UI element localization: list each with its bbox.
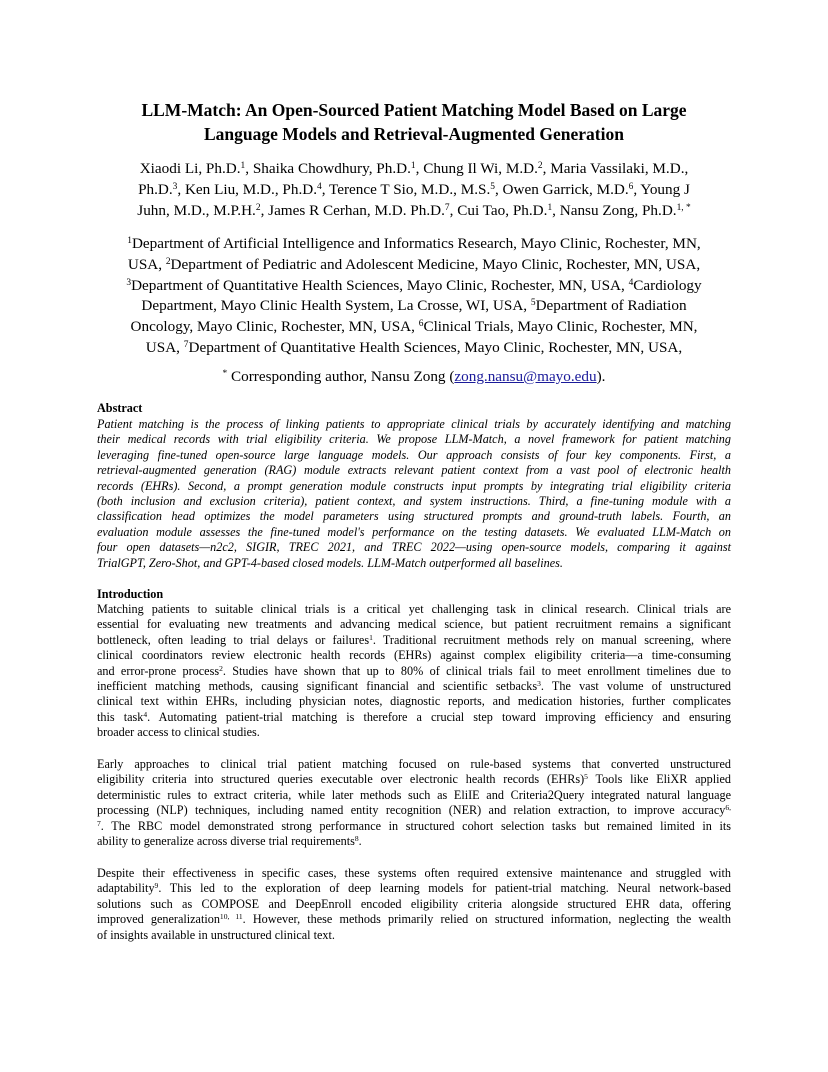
paragraph-line: bottleneck, often leading to trial delays or failures$^1$. Traditional recruitment methods rely on manual screening, where [97,632,731,647]
paragraph-line: Matching patients to suitable clinical trials is a critical yet challenging task in clinical research. Clinical trials are [97,602,731,616]
paragraph-line: adaptability$^9$. This led to the exploration of deep learning models for patient-trial matching. Neural network-based [97,881,731,896]
paragraph-line: deterministic rules to extract criteria, while later methods such as EliIE and Criteria2Query integrated natural language [97,787,731,802]
abstract-heading: Abstract [97,401,143,415]
abstract-line: leveraging fine-tuned open-source large language models. Our approach consists of four key components. First, a [97,447,731,462]
affiliation-line: $^3$Department of Quantitative Health Sciences, Mayo Clinic, Rochester, MN, USA, $^4$Cardiology [126,276,702,294]
title-line: LLM-Match: An Open-Sourced Patient Matching Model Based on Large [141,100,687,120]
intro-paragraph-3 [97,866,731,943]
citation: 6, [725,803,731,813]
introduction-heading: Introduction [97,587,164,601]
affiliation-line: USA, $^7$Department of Quantitative Health Sciences, Mayo Clinic, Rochester, MN, USA, [145,338,683,356]
citation: 5 [584,772,588,782]
citation: 7 [97,818,101,828]
citation: 3 [537,678,541,688]
paragraph-line: eligibility criteria into structured queries executable over electronic health records (EHRs)$^5$ Tools like EliXR applied [97,772,731,787]
paragraph-line: and error-prone process$^2$. Studies have shown that up to 80% of clinical trials fail to meet enrollment timelines due to [97,663,732,678]
paper-title [60,98,768,146]
affiliation-line: $^1$Department of Artificial Intelligence and Informatics Research, Mayo Clinic, Rochester, MN, [127,235,701,252]
citation: 10, 11 [219,912,243,922]
email-link[interactable]: zong.nansu@mayo.edu [454,368,597,385]
asterisk-marker: * [222,368,228,379]
abstract-line: (both inclusion and exclusion criteria), patient context, and system instructions. Third, a fine-tuning module with a [97,493,731,508]
abstract-line: four open datasets—n2c2, SIGIR, TREC 2021, and TREC 2022—using open-source models, comparing it against [97,540,731,555]
corresponding-author: * Corresponding author, Nansu Zong (zong.nansu@mayo.edu). [222,368,606,385]
paragraph-line: broader access to clinical studies. [97,725,260,740]
citation: 2 [219,663,223,673]
abstract-line: their medical records with trial eligibility criteria. We propose LLM-Match, a novel framework for patient matching [97,432,731,447]
paragraph-line: ability to generalize across diverse trial requirements$^8$. [97,833,362,848]
paragraph-line: processing (NLP) techniques, including named entity recognition (NER) and relation extraction, to improve accuracy$^{6,}$ [97,803,731,818]
paragraph-line: $^7$. The RBC model demonstrated strong performance in structured cohort selection tasks but remained limited in its [97,818,731,833]
affiliation-line: USA, $^2$Department of Pediatric and Adolescent Medicine, Mayo Clinic, Rochester, MN, USA, [127,255,701,273]
citation: 8 [354,833,359,843]
author-line: Juhn, M.D., M.P.H.$^2$, James R Cerhan, M.D. Ph.D.$^7$, Cui Tao, Ph.D.$^1$, Nansu Zong, Ph.D.$^{1, *}$ [137,202,691,219]
paragraph-line: of insights available in unstructured clinical text. [97,927,335,942]
abstract-line: Patient matching is the process of linking patients to appropriate clinical trials by accurately identifying and matching [97,417,731,431]
title-line: Language Models and Retrieval-Augmented Generation [204,124,624,144]
author-list [60,158,768,221]
paragraph-line: inefficient matching methods, causing significant financial and scientific setbacks$^3$. The vast volume of unstructured [97,678,731,693]
affiliation-line: Department, Mayo Clinic Health System, La Crosse, WI, USA, $^5$Department of Radiation [141,297,687,315]
paragraph-line: solutions such as COMPOSE and DeepEnroll encoded eligibility criteria alongside structured EHR data, offering [97,896,731,911]
affiliation-line: Oncology, Mayo Clinic, Rochester, MN, USA, $^6$Clinical Trials, Mayo Clinic, Rochester, MN, [130,318,698,336]
intro-paragraph-1 [97,602,731,741]
abstract-line: records (EHRs). Second, a prompt generation module constructs input prompts by integrating trial eligibility criteria [97,478,731,493]
abstract-line: evaluation module assesses the fine-tuned model's performance on the testing datasets. We evaluated LLM-Match on [97,524,731,539]
paragraph-line: essential for evaluating new treatments and advancing medical science, but patient recruitment remains a significant [97,617,731,632]
paragraph-line: clinical coordinators review electronic health records (EHRs) against complex eligibility criteria—a time-consuming [97,648,731,663]
abstract-line: TrialGPT, Zero-Shot, and GPT-4-based closed models. LLM-Match outperformed all baselines. [97,555,563,570]
paragraph-line: Despite their effectiveness in specific cases, these systems often required extensive maintenance and struggled with [97,866,731,880]
abstract-body [97,417,731,571]
abstract-line: classification head optimizes the model parameters using structured prompts and ground-truth labels. Fourth, an [97,509,731,524]
citation: 4 [143,709,148,719]
author-line: Ph.D.$^3$, Ken Liu, M.D., Ph.D.$^4$, Terence T Sio, M.D., M.S.$^5$, Owen Garrick, M.D.$^6$, Young J [138,181,690,198]
paragraph-line: Early approaches to clinical trial patient matching focused on rule-based systems that converted unstructured [97,757,731,771]
citation: 1 [369,632,373,642]
paragraph-line: improved generalization$^{10, 11}$. However, these methods primarily relied on structured information, neglecting the wealth [97,912,732,927]
paragraph-line: this task$^4$. Automating patient-trial matching is therefore a crucial step toward improving efficiency and ensuring [97,709,731,724]
abstract-line: retrieval-augmented generation (RAG) module extracts relevant patient context from a vast pool of electronic health [97,463,731,478]
citation: 9 [154,881,159,891]
intro-paragraph-2 [97,757,731,849]
author-line: Xiaodi Li, Ph.D.$^1$, Shaika Chowdhury, Ph.D.$^1$, Chung Il Wi, M.D.$^2$, Maria Vassilaki, M.D., [139,160,689,177]
affiliation-list [60,234,768,359]
paragraph-line: clinical text within EHRs, including physician notes, diagnostic reports, and medication histories, further complicates [97,694,731,709]
